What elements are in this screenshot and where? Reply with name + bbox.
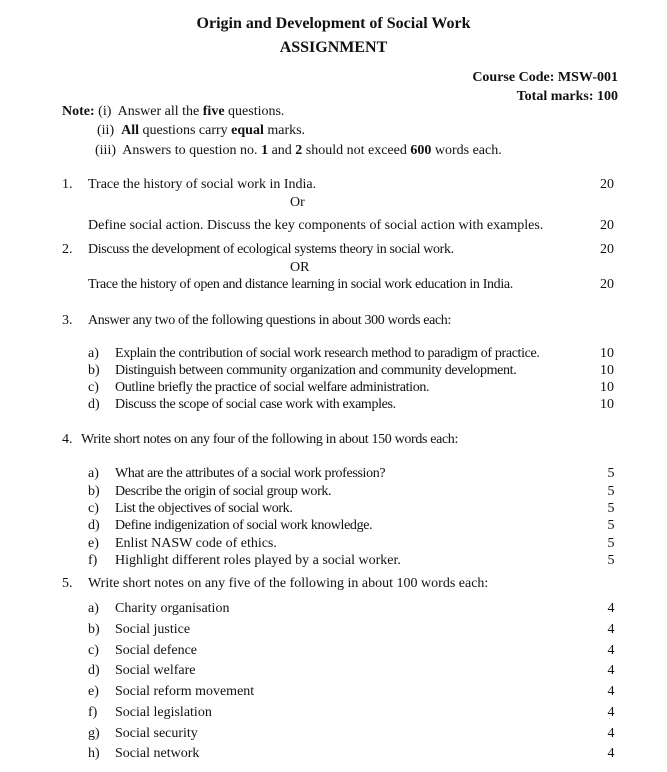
note-bold: five — [202, 104, 225, 119]
q3-item-label: d) — [88, 397, 100, 412]
q3-number: 3. — [62, 313, 73, 328]
q4-item-marks: 5 — [607, 536, 615, 551]
q4-item-text: Define indigenization of social work knowledge. — [115, 518, 373, 533]
q3-item-text: Discuss the scope of social case work with examples. — [115, 397, 396, 412]
q5-item-marks: 4 — [607, 622, 615, 637]
q3-item-text: Distinguish between community organization and community development. — [115, 363, 517, 378]
q5-item-label: g) — [88, 726, 100, 741]
q1-marks: 20 — [600, 177, 614, 192]
note-text: words each. — [431, 143, 502, 158]
q5-item-marks: 4 — [607, 663, 615, 678]
q1-alt-marks: 20 — [600, 218, 614, 233]
page-title: Origin and Development of Social Work — [196, 15, 471, 32]
q5-text: Write short notes on any five of the following in about 100 words each: — [88, 576, 489, 591]
q3-item-marks: 10 — [600, 363, 614, 378]
q3-item-marks: 10 — [600, 397, 614, 412]
note-text: Answer all the — [117, 104, 203, 119]
q5-item-marks: 4 — [607, 726, 615, 741]
q1-number: 1. — [62, 177, 73, 192]
q3-item-text: Explain the contribution of social work research method to paradigm of practice. — [115, 346, 540, 361]
q5-item-text: Charity organisation — [115, 601, 230, 616]
q3-item-marks: 10 — [600, 380, 614, 395]
note-text: questions. — [224, 104, 285, 119]
note-label: Note: — [62, 104, 95, 119]
q3-item-label: b) — [88, 363, 100, 378]
note-text: questions carry — [139, 123, 232, 138]
q3-text: Answer any two of the following questions in about 300 words each: — [88, 313, 452, 328]
note-bold: 600 — [410, 143, 432, 158]
note-line-1 — [62, 104, 284, 120]
note-bold: All — [121, 123, 139, 138]
course-code: Course Code: MSW-001 — [472, 70, 618, 85]
note-text: should not exceed — [302, 143, 411, 158]
q3-item-marks: 10 — [600, 346, 614, 361]
q5-item-label: e) — [88, 684, 99, 699]
q5-item-text: Social network — [115, 746, 200, 761]
q3-item-label: a) — [88, 346, 99, 361]
q4-item-label: a) — [88, 466, 99, 481]
q4-item-marks: 5 — [607, 484, 615, 499]
q1-or: Or — [290, 195, 305, 210]
q5-item-marks: 4 — [607, 705, 615, 720]
q5-item-label: a) — [88, 601, 99, 616]
q5-item-text: Social welfare — [115, 663, 196, 678]
q3-item-label: c) — [88, 380, 99, 395]
q5-item-text: Social defence — [115, 643, 198, 658]
page-subtitle: ASSIGNMENT — [279, 39, 388, 56]
note-num: (iii) — [95, 143, 116, 158]
q5-item-label: d) — [88, 663, 100, 678]
q4-item-text: What are the attributes of a social work profession? — [115, 466, 386, 481]
q4-item-text: List the objectives of social work. — [115, 501, 293, 516]
q5-item-label: b) — [88, 622, 100, 637]
q4-item-label: e) — [88, 536, 99, 551]
note-num: (i) — [98, 104, 112, 119]
q5-item-label: f) — [88, 705, 98, 720]
q2-alt-text: Trace the history of open and distance learning in social work education in India. — [88, 277, 513, 292]
q2-text: Discuss the development of ecological systems theory in social work. — [88, 242, 454, 257]
q5-item-text: Social security — [115, 726, 198, 741]
q3-item-text: Outline briefly the practice of social welfare administration. — [115, 380, 430, 395]
q5-item-marks: 4 — [607, 746, 615, 761]
q2-or: OR — [290, 260, 310, 275]
q5-item-text: Social reform movement — [115, 684, 255, 699]
q4-item-marks: 5 — [607, 501, 615, 516]
q5-item-marks: 4 — [607, 643, 615, 658]
q4-item-marks: 5 — [607, 466, 615, 481]
q4-item-marks: 5 — [607, 553, 615, 568]
q5-number: 5. — [62, 576, 73, 591]
q4-text: Write short notes on any four of the following in about 150 words each: — [81, 432, 459, 447]
q4-item-label: f) — [88, 553, 98, 568]
q4-item-label: d) — [88, 518, 100, 533]
q5-item-label: h) — [88, 746, 100, 761]
note-bold: equal — [231, 123, 264, 138]
q2-marks: 20 — [600, 242, 614, 257]
note-line-2 — [97, 123, 305, 139]
note-text: and — [268, 143, 296, 158]
q4-item-text: Enlist NASW code of ethics. — [115, 536, 277, 551]
note-bold: 1 — [261, 143, 269, 158]
q4-item-marks: 5 — [607, 518, 615, 533]
q4-item-label: b) — [88, 484, 100, 499]
note-text: marks. — [263, 123, 306, 138]
note-text: Answers to question no. — [122, 143, 262, 158]
q1-alt-text: Define social action. Discuss the key components of social action with examples. — [88, 218, 544, 233]
q4-number: 4. — [62, 432, 73, 447]
q4-item-text: Describe the origin of social group work. — [115, 484, 332, 499]
note-num: (ii) — [97, 123, 115, 138]
q4-item-text: Highlight different roles played by a social worker. — [115, 553, 401, 568]
q5-item-marks: 4 — [607, 684, 615, 699]
note-line-3 — [95, 143, 502, 159]
total-marks: Total marks: 100 — [516, 89, 618, 104]
q5-item-text: Social legislation — [115, 705, 212, 720]
q5-item-label: c) — [88, 643, 99, 658]
note-bold: 2 — [295, 143, 303, 158]
q5-item-marks: 4 — [607, 601, 615, 616]
q5-item-text: Social justice — [115, 622, 191, 637]
q4-item-label: c) — [88, 501, 99, 516]
q2-number: 2. — [62, 242, 73, 257]
q2-alt-marks: 20 — [600, 277, 614, 292]
q1-text: Trace the history of social work in India. — [88, 177, 317, 192]
